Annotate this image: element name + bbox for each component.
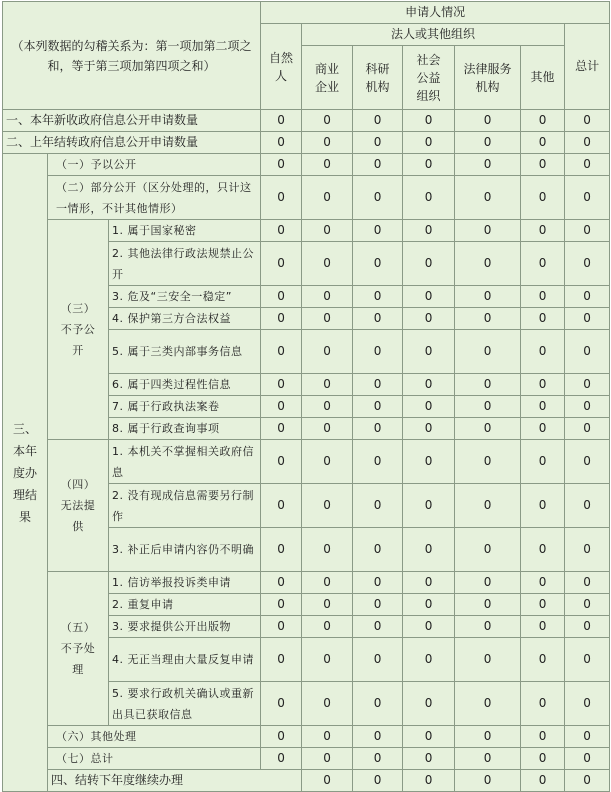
- cell-value: 0: [261, 594, 302, 616]
- cell-value: 0: [353, 528, 403, 572]
- cell-value: 0: [455, 286, 521, 308]
- cell-value: 0: [565, 242, 610, 286]
- cell-value: 0: [261, 616, 302, 638]
- cell-value: 0: [521, 330, 565, 374]
- cell-value: 0: [353, 572, 403, 594]
- cell-value: 0: [521, 154, 565, 176]
- cell-value: 0: [353, 154, 403, 176]
- group-3-label: [48, 220, 109, 440]
- header-social-text: 社会公益组织: [416, 52, 441, 103]
- cell-value: 0: [302, 418, 353, 440]
- group-3-text: （三）不予公开: [60, 302, 96, 357]
- header-business: [302, 46, 353, 110]
- table-row: [3, 110, 610, 132]
- cell-value: 0: [403, 528, 455, 572]
- cell-value: 0: [455, 594, 521, 616]
- row-label: （六）其他处理: [48, 726, 261, 748]
- cell-value: 0: [353, 110, 403, 132]
- cell-value: 0: [403, 132, 455, 154]
- header-business-text: 商业企业: [315, 61, 340, 94]
- cell-value: 0: [302, 572, 353, 594]
- table-row: [3, 220, 610, 242]
- cell-value: 0: [353, 242, 403, 286]
- cell-value: 0: [565, 396, 610, 418]
- cell-value: 0: [521, 726, 565, 748]
- cell-value: 0: [353, 308, 403, 330]
- section-3-text: 三、本年度办理结果: [12, 421, 37, 524]
- cell-value: 0: [353, 770, 403, 792]
- section-3-label: [3, 154, 48, 792]
- cell-value: 0: [521, 748, 565, 770]
- row-label: 1. 属于国家秘密: [109, 220, 261, 242]
- cell-value: 0: [565, 220, 610, 242]
- cell-value: 0: [521, 572, 565, 594]
- table-row: [3, 770, 610, 792]
- row-label: 2. 没有现成信息需要另行制作: [109, 484, 261, 528]
- row-label: 4. 无正当理由大量反复申请: [109, 638, 261, 682]
- cell-value: 0: [521, 638, 565, 682]
- cell-value: 0: [302, 726, 353, 748]
- cell-value: 0: [521, 682, 565, 726]
- row-label: 5. 属于三类内部事务信息: [109, 330, 261, 374]
- cell-value: 0: [403, 572, 455, 594]
- cell-value: 0: [353, 748, 403, 770]
- group-5-label: [48, 572, 109, 726]
- row-label: 一、本年新收政府信息公开申请数量: [3, 110, 261, 132]
- header-note: （本列数据的勾稽关系为：第一项加第二项之和，等于第三项加第四项之和）: [11, 38, 252, 73]
- cell-value: 0: [455, 726, 521, 748]
- group-5-text: （五）不予处理: [60, 621, 96, 676]
- cell-value: 0: [261, 528, 302, 572]
- cell-value: 0: [565, 638, 610, 682]
- cell-value: 0: [403, 396, 455, 418]
- cell-value: 0: [455, 176, 521, 220]
- row-label: 2. 其他法律行政法规禁止公开: [109, 242, 261, 286]
- cell-value: 0: [302, 396, 353, 418]
- cell-value: 0: [565, 308, 610, 330]
- cell-value: 0: [353, 638, 403, 682]
- cell-value: 0: [302, 638, 353, 682]
- cell-value: 0: [261, 396, 302, 418]
- cell-value: 0: [521, 308, 565, 330]
- cell-value: 0: [302, 440, 353, 484]
- cell-value: 0: [302, 286, 353, 308]
- row-label: 7. 属于行政执法案卷: [109, 396, 261, 418]
- row-label: 8. 属于行政查询事项: [109, 418, 261, 440]
- table-row: [3, 154, 610, 176]
- cell-value: 0: [521, 176, 565, 220]
- row-label: 2. 重复申请: [109, 594, 261, 616]
- table-row: [3, 132, 610, 154]
- cell-value: 0: [455, 330, 521, 374]
- cell-value: 0: [302, 154, 353, 176]
- cell-value: 0: [353, 220, 403, 242]
- cell-value: 0: [261, 330, 302, 374]
- cell-value: 0: [403, 286, 455, 308]
- cell-value: 0: [565, 748, 610, 770]
- cell-value: 0: [455, 484, 521, 528]
- cell-value: 0: [403, 176, 455, 220]
- table-row: [3, 748, 610, 770]
- cell-value: 0: [521, 220, 565, 242]
- cell-value: 0: [521, 132, 565, 154]
- cell-value: 0: [455, 528, 521, 572]
- cell-value: 0: [353, 484, 403, 528]
- cell-value: 0: [403, 616, 455, 638]
- table-row: [3, 726, 610, 748]
- cell-value: 0: [565, 726, 610, 748]
- header-total: 总计: [565, 24, 610, 110]
- cell-value: 0: [565, 176, 610, 220]
- row-label: 3. 危及“三安全一稳定”: [109, 286, 261, 308]
- cell-value: 0: [565, 374, 610, 396]
- cell-value: 0: [565, 418, 610, 440]
- cell-value: 0: [403, 594, 455, 616]
- cell-value: 0: [302, 594, 353, 616]
- row-label: 4. 保护第三方合法权益: [109, 308, 261, 330]
- cell-value: 0: [521, 286, 565, 308]
- row-label: 二、上年结转政府信息公开申请数量: [3, 132, 261, 154]
- row-label: （二）部分公开（区分处理的，只计这一情形，不计其他情形）: [48, 176, 261, 220]
- header-social: [403, 46, 455, 110]
- cell-value: 0: [403, 308, 455, 330]
- header-other: 其他: [521, 46, 565, 110]
- row-label: 1. 信访举报投诉类申请: [109, 572, 261, 594]
- cell-value: 0: [521, 770, 565, 792]
- cell-value: 0: [455, 154, 521, 176]
- header-research-text: 科研机构: [365, 61, 390, 94]
- cell-value: 0: [261, 418, 302, 440]
- cell-value: 0: [403, 220, 455, 242]
- cell-value: 0: [565, 440, 610, 484]
- cell-value: 0: [455, 748, 521, 770]
- cell-value: 0: [565, 286, 610, 308]
- header-natural-person: [261, 24, 302, 110]
- cell-value: 0: [455, 572, 521, 594]
- cell-value: 0: [521, 484, 565, 528]
- group-4-label: [48, 440, 109, 572]
- cell-value: 0: [403, 638, 455, 682]
- cell-value: 0: [261, 572, 302, 594]
- cell-value: 0: [261, 286, 302, 308]
- cell-value: 0: [565, 682, 610, 726]
- cell-value: 0: [455, 682, 521, 726]
- row-label: 5. 要求行政机关确认或重新出具已获取信息: [109, 682, 261, 726]
- cell-value: 0: [403, 154, 455, 176]
- cell-value: 0: [521, 418, 565, 440]
- cell-value: 0: [353, 286, 403, 308]
- cell-value: 0: [455, 110, 521, 132]
- cell-value: 0: [565, 572, 610, 594]
- cell-value: 0: [403, 748, 455, 770]
- cell-value: 0: [521, 374, 565, 396]
- cell-value: 0: [455, 418, 521, 440]
- cell-value: 0: [403, 110, 455, 132]
- cell-value: 0: [565, 154, 610, 176]
- cell-value: 0: [565, 110, 610, 132]
- cell-value: 0: [455, 396, 521, 418]
- cell-value: 0: [261, 726, 302, 748]
- cell-value: 0: [521, 616, 565, 638]
- cell-value: 0: [353, 594, 403, 616]
- cell-value: 0: [455, 220, 521, 242]
- cell-value: 0: [261, 440, 302, 484]
- cell-value: 0: [353, 726, 403, 748]
- cell-value: 0: [403, 374, 455, 396]
- cell-value: 0: [353, 330, 403, 374]
- cell-value: 0: [353, 132, 403, 154]
- cell-value: 0: [302, 132, 353, 154]
- cell-value: 0: [353, 440, 403, 484]
- cell-value: 0: [521, 110, 565, 132]
- header-applicant: 申请人情况: [261, 2, 610, 24]
- cell-value: 0: [302, 748, 353, 770]
- cell-value: 0: [302, 374, 353, 396]
- cell-value: 0: [353, 418, 403, 440]
- cell-value: 0: [261, 638, 302, 682]
- cell-value: 0: [302, 330, 353, 374]
- cell-value: 0: [261, 682, 302, 726]
- cell-value: 0: [455, 770, 521, 792]
- cell-value: 0: [302, 528, 353, 572]
- cell-value: 0: [403, 440, 455, 484]
- cell-value: 0: [403, 330, 455, 374]
- cell-value: 0: [455, 616, 521, 638]
- header-note-cell: [3, 2, 261, 110]
- cell-value: 0: [455, 242, 521, 286]
- cell-value: 0: [353, 616, 403, 638]
- row-label: （七）总计: [48, 748, 261, 770]
- cell-value: 0: [521, 396, 565, 418]
- cell-value: 0: [261, 132, 302, 154]
- cell-value: 0: [455, 440, 521, 484]
- cell-value: 0: [565, 770, 610, 792]
- table-row: [3, 440, 610, 484]
- cell-value: 0: [261, 374, 302, 396]
- cell-value: 0: [521, 440, 565, 484]
- row-label: （一）予以公开: [48, 154, 261, 176]
- cell-value: 0: [261, 308, 302, 330]
- table-row: [3, 176, 610, 220]
- cell-value: 0: [455, 374, 521, 396]
- row-label: 四、结转下年度继续办理: [48, 770, 302, 792]
- group-4-text: （四）无法提供: [60, 478, 96, 533]
- cell-value: 0: [455, 132, 521, 154]
- cell-value: 0: [261, 110, 302, 132]
- cell-value: 0: [302, 110, 353, 132]
- cell-value: 0: [455, 308, 521, 330]
- cell-value: 0: [261, 748, 302, 770]
- header-legal-service-text: 法律服务机构: [463, 61, 512, 94]
- cell-value: 0: [403, 682, 455, 726]
- cell-value: 0: [565, 616, 610, 638]
- cell-value: 0: [261, 484, 302, 528]
- cell-value: 0: [261, 220, 302, 242]
- cell-value: 0: [302, 616, 353, 638]
- cell-value: 0: [403, 726, 455, 748]
- cell-value: 0: [403, 484, 455, 528]
- header-research: [353, 46, 403, 110]
- cell-value: 0: [261, 154, 302, 176]
- cell-value: 0: [302, 220, 353, 242]
- cell-value: 0: [302, 770, 353, 792]
- row-label: 6. 属于四类过程性信息: [109, 374, 261, 396]
- cell-value: 0: [261, 242, 302, 286]
- cell-value: 0: [403, 418, 455, 440]
- header-legal-group: 法人或其他组织: [302, 24, 565, 46]
- cell-value: 0: [302, 308, 353, 330]
- cell-value: 0: [302, 242, 353, 286]
- cell-value: 0: [353, 374, 403, 396]
- cell-value: 0: [302, 682, 353, 726]
- cell-value: 0: [565, 132, 610, 154]
- header-natural-person-text: 自然人: [269, 50, 294, 83]
- cell-value: 0: [353, 396, 403, 418]
- cell-value: 0: [403, 770, 455, 792]
- cell-value: 0: [353, 176, 403, 220]
- cell-value: 0: [353, 682, 403, 726]
- cell-value: 0: [521, 242, 565, 286]
- cell-value: 0: [455, 638, 521, 682]
- cell-value: 0: [565, 330, 610, 374]
- cell-value: 0: [565, 484, 610, 528]
- disclosure-table: [2, 1, 610, 792]
- row-label: 1. 本机关不掌握相关政府信息: [109, 440, 261, 484]
- cell-value: 0: [565, 528, 610, 572]
- cell-value: 0: [521, 594, 565, 616]
- row-label: 3. 补正后申请内容仍不明确: [109, 528, 261, 572]
- cell-value: 0: [521, 528, 565, 572]
- cell-value: 0: [261, 176, 302, 220]
- header-legal-service: [455, 46, 521, 110]
- cell-value: 0: [403, 242, 455, 286]
- table-row: [3, 572, 610, 594]
- row-label: 3. 要求提供公开出版物: [109, 616, 261, 638]
- cell-value: 0: [302, 484, 353, 528]
- cell-value: 0: [565, 594, 610, 616]
- cell-value: 0: [302, 176, 353, 220]
